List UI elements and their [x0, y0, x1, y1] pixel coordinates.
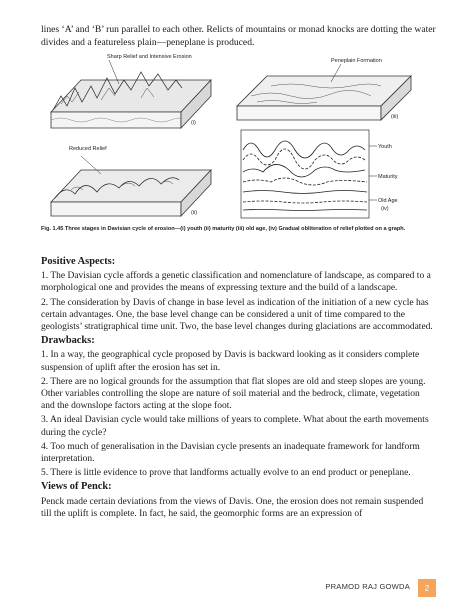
- label-ii: (ii): [191, 210, 198, 216]
- label-i: (i): [191, 120, 196, 126]
- label-iii: (iii): [391, 114, 399, 120]
- penck-paragraph: Penck made certain deviations from the views of Davis. One, the erosion does not remain suspended till the uplift is complete. In fact, he said, the geomorphic forms are an expression of: [41, 496, 424, 519]
- block-diagram-youth: [51, 54, 211, 128]
- label-maturity: Maturity: [378, 174, 398, 180]
- label-youth: Youth: [378, 144, 392, 150]
- drawback-item: 1. In a way, the geographical cycle proposed by Davis is backward looking as it considers complete suspension of uplift after the erosion has set in.: [41, 350, 420, 373]
- label-old-age: Old Age: [378, 198, 398, 204]
- main-content: [41, 256, 433, 522]
- label-sharp-relief: Sharp Relief and Intensive Erosion: [107, 54, 192, 60]
- heading-positive-aspects: Positive Aspects:: [41, 256, 116, 267]
- block-diagram-maturity: [51, 146, 211, 216]
- figure-caption: Fig. 1.45 Three stages in Davisian cycle of erosion—(i) youth (ii) maturity (iii) old age, (iv) Gradual obliteration of relief plotted on a graph.: [41, 226, 406, 232]
- figure-illustrations: [41, 50, 433, 226]
- block-diagram-old-age: [237, 58, 411, 120]
- label-iv: (iv): [381, 206, 389, 212]
- positive-item: 1. The Davisian cycle affords a genetic classification and nomenclature of landscape, as compared to a morphological one and provides the means of expressing texture and the build of a landscape.: [41, 271, 431, 294]
- davisian-cycle-figure: [41, 50, 433, 250]
- drawback-item: 3. An ideal Davisian cycle would take millions of years to complete. What about the earth movements during the cycle?: [41, 415, 429, 438]
- label-reduced-relief: Reduced Relief: [69, 146, 107, 152]
- heading-drawbacks: Drawbacks:: [41, 335, 95, 347]
- drawback-item: 4. Too much of generalisation in the Davisian cycle presents an inadequate framework for landform interpretation.: [41, 441, 420, 465]
- label-peneplain: Peneplain Formation: [331, 58, 382, 64]
- relief-graph: [241, 130, 398, 218]
- drawback-item: 2. There are no logical grounds for the assumption that flat slopes are old and steep slopes are young. Other variables controlling the slope are nature of soil material and the bedrock, climate, vegetation and the downslope factors acting at the slope foot.: [41, 376, 426, 412]
- drawback-item: 5. There is little evidence to prove that landforms actually evolve to an end product or peneplane.: [41, 468, 411, 479]
- intro-paragraph: lines ‘A’ and ‘B’ run parallel to each other. Relicts of mountains or monad knocks are dotting the water divides and a featureless plain—peneplane is produced.: [41, 24, 436, 48]
- footer-author: PRAMOD RAJ GOWDA: [325, 582, 410, 591]
- heading-views-of-penck: Views of Penck:: [41, 481, 112, 493]
- positive-item: 2. The consideration by Davis of change in base level as indication of the initiation of a new cycle has certain advantages. One, the base level change can be considered a unit of time compared to the geologists’ stratigraphical time unit. Two, the base level changes during glaciations are accommodated.: [41, 297, 433, 333]
- page-number-badge: 2: [418, 579, 436, 597]
